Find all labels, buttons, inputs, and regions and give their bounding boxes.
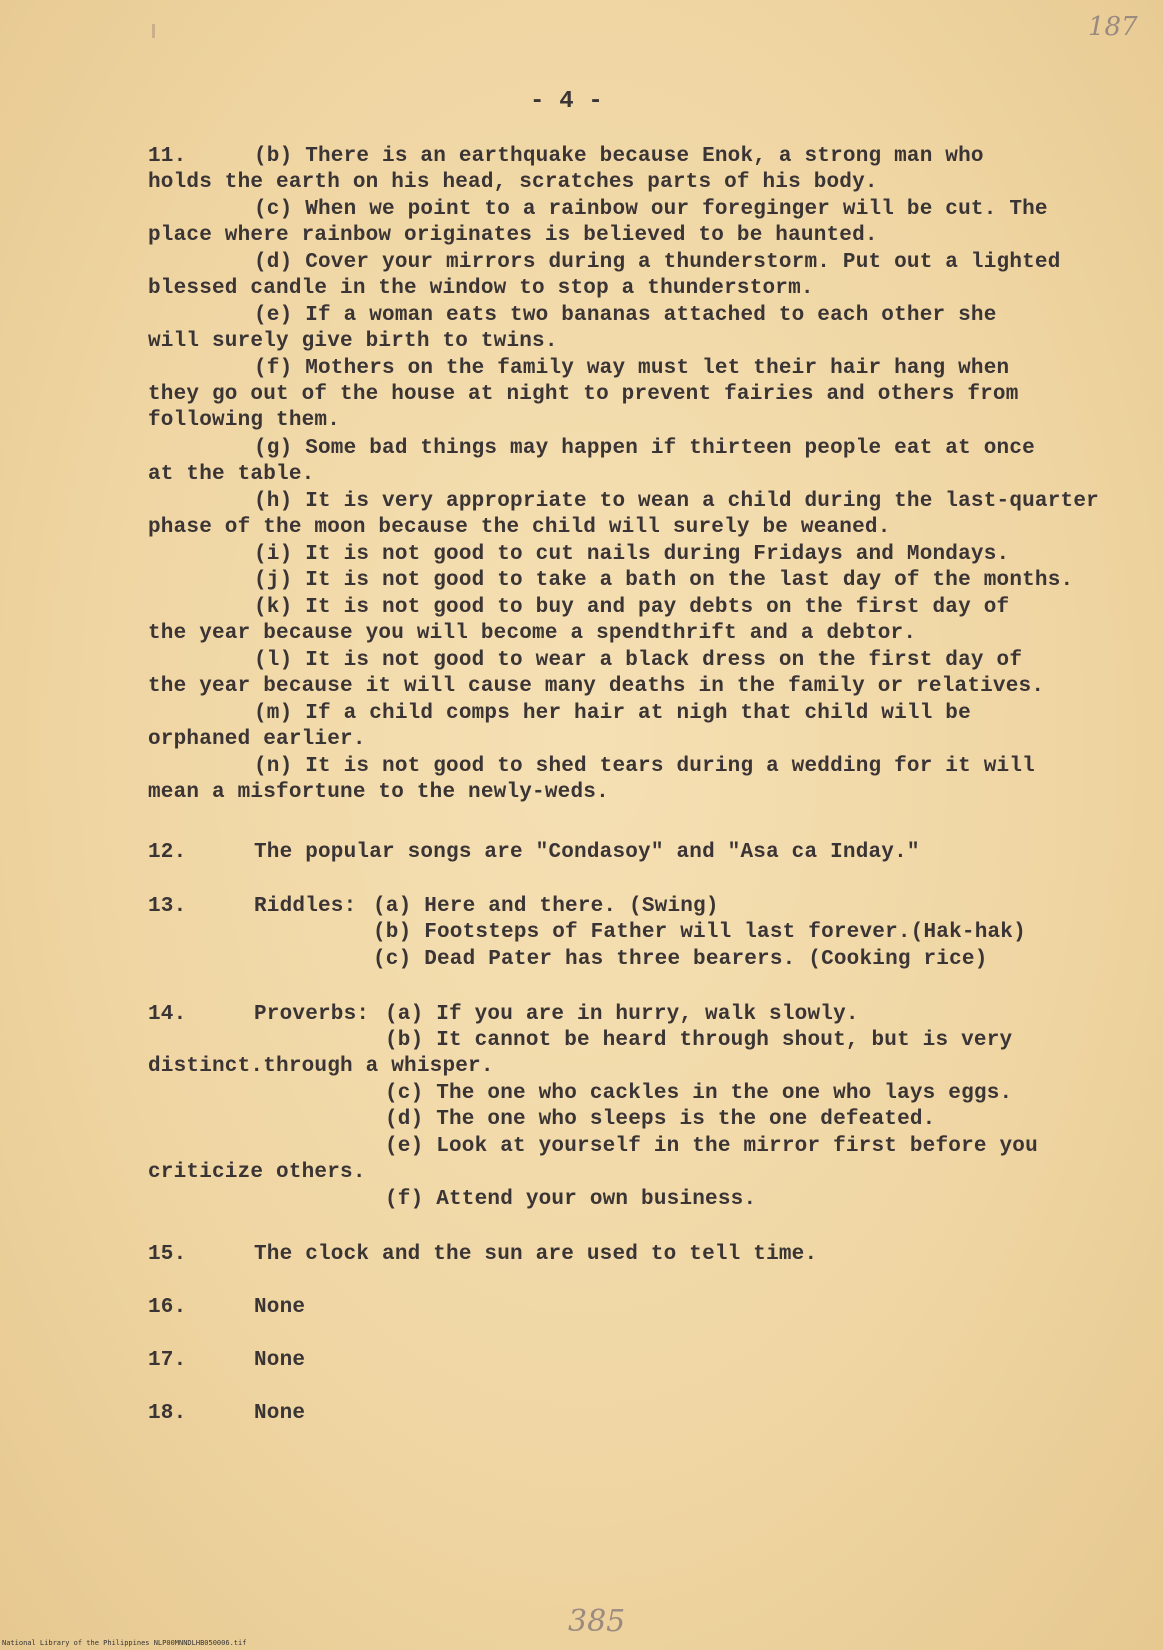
item-11-e-line2: will surely give birth to twins. <box>148 330 558 353</box>
item-11-b-line2: holds the earth on his head, scratches parts of his body. <box>148 171 878 194</box>
item-13-b: (b) Footsteps of Father will last forever.(Hak-hak) <box>373 921 1026 944</box>
item-14-c: (c) The one who cackles in the one who lays eggs. <box>385 1082 1013 1105</box>
item-13-number: 13. <box>148 895 187 918</box>
item-11-number: 11. <box>148 145 187 168</box>
item-11-i: (i) It is not good to cut nails during Fridays and Mondays. <box>254 543 1010 566</box>
item-12-number: 12. <box>148 841 187 864</box>
item-17-text: None <box>254 1349 306 1372</box>
item-14-b-line2: distinct.through a whisper. <box>148 1055 494 1078</box>
item-12-text: The popular songs are "Condasoy" and "Asa ca Inday." <box>254 841 920 864</box>
item-14-d: (d) The one who sleeps is the one defeated. <box>385 1108 936 1131</box>
item-11-h-line2: phase of the moon because the child will surely be weaned. <box>148 516 891 539</box>
item-11-j: (j) It is not good to take a bath on the last day of the months. <box>254 569 1074 592</box>
item-16-number: 16. <box>148 1296 187 1319</box>
item-11-f-line3: following them. <box>148 409 341 432</box>
item-11-l-line2: the year because it will cause many deaths in the family or relatives. <box>148 675 1045 698</box>
item-11-n-line1: (n) It is not good to shed tears during a wedding for it will <box>254 755 1035 778</box>
item-16-text: None <box>254 1296 306 1319</box>
item-11-k-line1: (k) It is not good to buy and pay debts on the first day of <box>254 596 1010 619</box>
item-13-label: Riddles: <box>254 895 357 918</box>
item-11-e-line1: (e) If a woman eats two bananas attached to each other she <box>254 304 997 327</box>
item-11-d-line2: blessed candle in the window to stop a thunderstorm. <box>148 277 814 300</box>
item-14-label: Proverbs: <box>254 1003 370 1026</box>
item-11-d-line1: (d) Cover your mirrors during a thunderstorm. Put out a lighted <box>254 251 1061 274</box>
item-17-number: 17. <box>148 1349 187 1372</box>
item-11-f-line2: they go out of the house at night to prevent fairies and others from <box>148 383 1019 406</box>
item-11-c-line1: (c) When we point to a rainbow our foreginger will be cut. The <box>254 198 1048 221</box>
item-15-text: The clock and the sun are used to tell time. <box>254 1243 818 1266</box>
handwritten-page-number: 187 <box>1088 12 1138 42</box>
item-11-n-line2: mean a misfortune to the newly-weds. <box>148 781 609 804</box>
item-15-number: 15. <box>148 1243 187 1266</box>
item-14-e-line1: (e) Look at yourself in the mirror first before you <box>385 1135 1038 1158</box>
item-14-e-line2: criticize others. <box>148 1161 366 1184</box>
corner-mark <box>152 24 155 38</box>
item-11-h-line1: (h) It is very appropriate to wean a child during the last-quarter <box>254 490 1099 513</box>
handwritten-folio-number: 385 <box>568 1604 626 1639</box>
item-14-f: (f) Attend your own business. <box>385 1188 757 1211</box>
page-header: - 4 - <box>530 88 604 115</box>
item-11-k-line2: the year because you will become a spendthrift and a debtor. <box>148 622 917 645</box>
item-11-m-line2: orphaned earlier. <box>148 728 366 751</box>
item-13-c: (c) Dead Pater has three bearers. (Cooking rice) <box>373 948 988 971</box>
item-11-f-line1: (f) Mothers on the family way must let their hair hang when <box>254 357 1010 380</box>
item-18-text: None <box>254 1402 306 1425</box>
scan-footer: National Library of the Philippines NLP00MNNDLHB050006.tif <box>2 1639 247 1647</box>
item-13-a: (a) Here and there. (Swing) <box>373 895 719 918</box>
item-11-c-line2: place where rainbow originates is believed to be haunted. <box>148 224 878 247</box>
item-11-g-line2: at the table. <box>148 463 315 486</box>
item-14-a: (a) If you are in hurry, walk slowly. <box>385 1003 859 1026</box>
item-14-b-line1: (b) It cannot be heard through shout, but is very <box>385 1029 1013 1052</box>
item-18-number: 18. <box>148 1402 187 1425</box>
item-11-g-line1: (g) Some bad things may happen if thirteen people eat at once <box>254 437 1035 460</box>
item-11-b-line1: (b) There is an earthquake because Enok, a strong man who <box>254 145 984 168</box>
item-14-number: 14. <box>148 1003 187 1026</box>
item-11-m-line1: (m) If a child comps her hair at nigh that child will be <box>254 702 971 725</box>
item-11-l-line1: (l) It is not good to wear a black dress on the first day of <box>254 649 1023 672</box>
